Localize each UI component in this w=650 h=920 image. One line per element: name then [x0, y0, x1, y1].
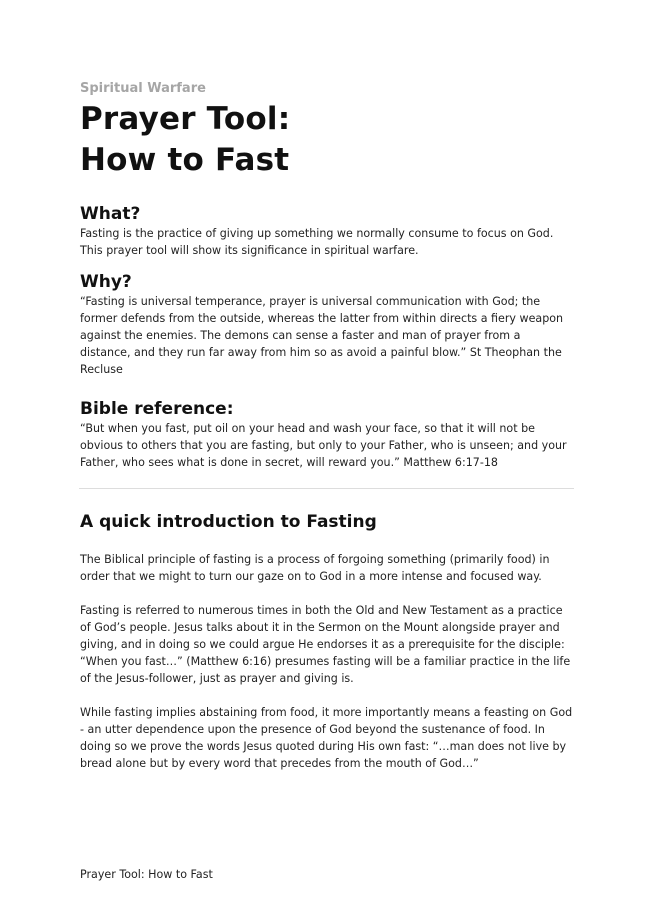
page-content	[80, 80, 574, 772]
page-footer: Prayer Tool: How to Fast	[80, 868, 213, 881]
what-heading: What?	[80, 204, 141, 224]
intro-paragraph: The Biblical principle of fasting is a process of forgoing something (primarily food) in order that we might to turn our gaze on to God in a more intense and focused way.	[80, 553, 550, 583]
what-section	[80, 203, 574, 259]
bible-reference-text: “But when you fast, put oil on your head and wash your face, so that it will not be obvious to others that you are fasting, but only to your Father, who is unseen; and your Father, who sees what is done in secret, will reward you.” Matthew 6:17-18	[80, 422, 567, 469]
page-title-line-1: Prayer Tool:	[80, 101, 291, 137]
bible-reference-heading: Bible reference:	[80, 399, 234, 419]
page-title	[80, 99, 574, 181]
what-text: Fasting is the practice of giving up something we normally consume to focus on God. This prayer tool will show its significance in spiritual warfare.	[80, 227, 554, 257]
section-kicker: Spiritual Warfare	[80, 81, 206, 96]
bible-reference-section	[80, 398, 574, 471]
why-heading: Why?	[80, 272, 132, 292]
intro-paragraph: While fasting implies abstaining from food, it more importantly means a feasting on God - an utter dependence upon the presence of God beyond the sustenance of food. In doing so we prove the words Jesus quoted during His own fast: “…man does not live by bread alone but by every word that precedes from the mouth of God…”	[80, 706, 573, 770]
why-section	[80, 271, 574, 378]
section-divider	[79, 488, 574, 489]
page-title-line-2: How to Fast	[80, 142, 290, 178]
why-text: “Fasting is universal temperance, prayer is universal communication with God; the former defends from the outside, whereas the latter from within directs a fiery weapon against the enemies. The demons can sense a faster and man of prayer from a distance, and they run far away from him so as avoid a painful blow.” St Theophan the Recluse	[80, 295, 564, 376]
intro-paragraph: Fasting is referred to numerous times in both the Old and New Testament as a practice of God’s people. Jesus talks about it in the Sermon on the Mount alongside prayer and giving, and in doing so we could argue He endorses it as a prerequisite for the disciple: “When you fast…” (Matthew 6:16) presumes fasting will be a familiar practice in the life of the Jesus-follower, just as prayer and giving is.	[80, 604, 571, 685]
intro-heading: A quick introduction to Fasting	[80, 512, 377, 532]
